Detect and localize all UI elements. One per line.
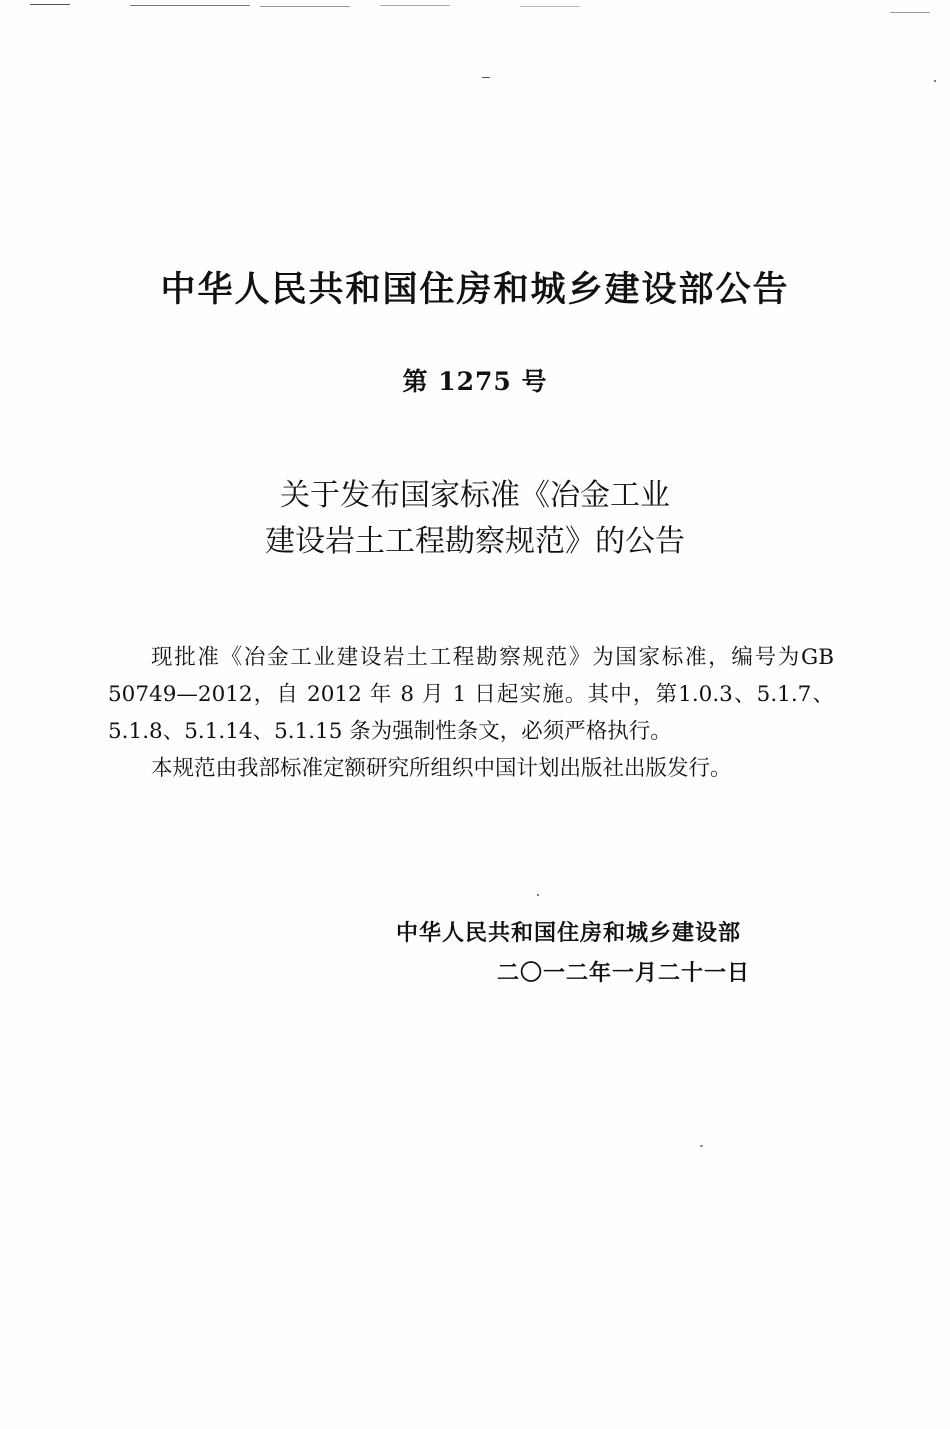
body-paragraph-2: 本规范由我部标准定额研究所组织中国计划出版社出版发行。: [151, 756, 732, 781]
scan-edge-noise: [0, 0, 950, 20]
announcement-subject: [0, 473, 950, 565]
subject-line-1: 关于发布国家标准《冶金工业: [280, 478, 670, 513]
announcement-number: 第 1275 号: [402, 367, 548, 396]
signature-organization: 中华人民共和国住房和城乡建设部: [396, 921, 742, 946]
announcement-body: [108, 639, 834, 787]
signature-date: 二〇一二年一月二十一日: [497, 961, 751, 986]
subject-line-2: 建设岩土工程勘察规范》的公告: [265, 524, 685, 559]
announcement-title: 中华人民共和国住房和城乡建设部公告: [160, 270, 790, 310]
body-paragraph-1: 现批准《冶金工业建设岩土工程勘察规范》为国家标准，编号为GB 50749—2012，自 2012 年 8 月 1 日起实施。其中，第1.0.3、5.1.7、5.1.8、5.1.14、5.1.15 条为强制性条文，必须严格执行。: [108, 645, 834, 744]
